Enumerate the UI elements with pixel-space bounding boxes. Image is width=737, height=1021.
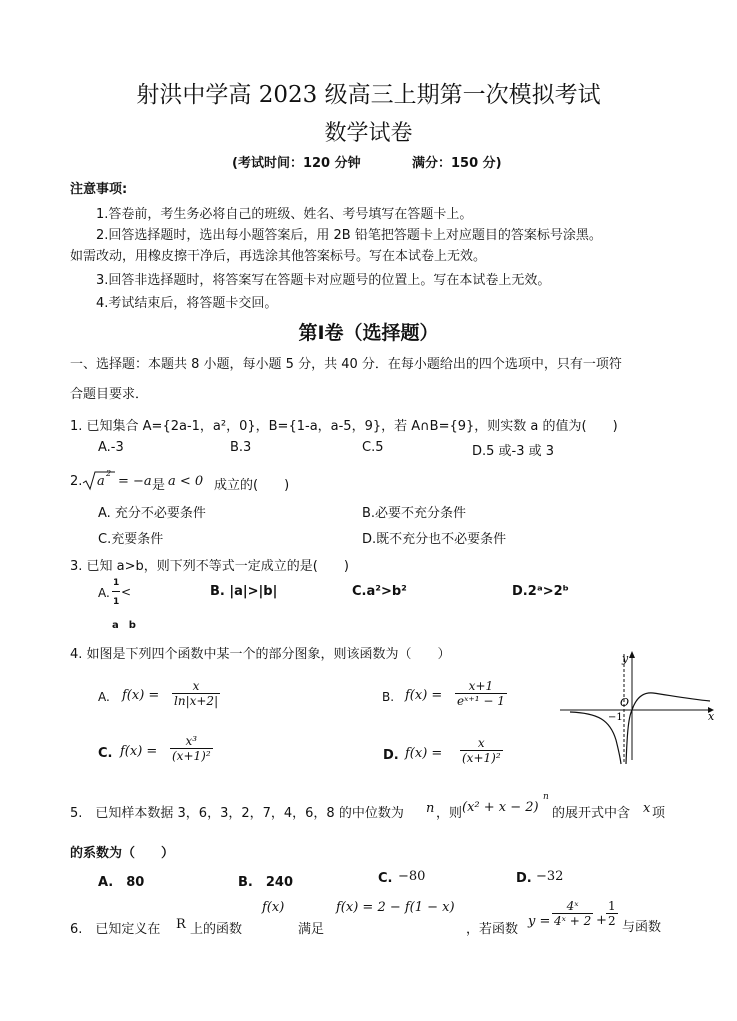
q1-option-b: B.3 (230, 440, 252, 455)
q4-option-b-label: B. (382, 690, 395, 704)
q1-option-a: A.-3 (98, 440, 124, 455)
q2-radicand: a (97, 474, 105, 489)
notice-item-4: 4.考试结束后，将答题卡交回。 (96, 296, 278, 311)
q3-option-b: B. |a|>|b| (210, 584, 278, 599)
q2-option-d: D.既不充分也不必要条件 (362, 532, 507, 547)
full-score: 满分：150 分) (412, 156, 502, 171)
q6-y-equals: y = (528, 914, 551, 929)
q6-text-a: 6. 已知定义在 (70, 922, 161, 937)
q6-fraction-1-num: 4ˣ (566, 899, 579, 913)
q4-option-d-numerator: x (477, 736, 485, 750)
q6-fraction-2-num: 1 (608, 899, 616, 913)
q4-stem: 4. 如图是下列四个函数中某一个的部分图象，则该函数为（ ） (70, 647, 451, 662)
q6-fraction-1-den: 4ˣ + 2 (554, 914, 592, 928)
q2-option-c: C.充要条件 (98, 532, 164, 547)
q2-tail: 成立的( ) (214, 478, 290, 493)
q5-option-c-label: C. (378, 871, 393, 886)
q6-fraction-2-den: 2 (608, 914, 616, 928)
section-title: 第I卷（选择题） (298, 322, 439, 344)
tick-label-minus-one: −1 (608, 712, 623, 723)
q6-fraction-2 (606, 899, 618, 928)
q5-stem-line2: 的系数为（ ） (70, 846, 175, 861)
q1-stem: 1. 已知集合 A={2a-1，a²，0}，B={1-a，a-5，9}，若 A∩B={9}，则实数 a 的值为( ) (70, 419, 618, 434)
q5-stem-c: 的展开式中含 (552, 806, 631, 821)
q5-exponent: n (543, 792, 549, 802)
q4-option-d-label: D. (383, 748, 399, 763)
q5-option-d-label: D. (516, 871, 532, 886)
q2-equation: = −a (118, 474, 152, 489)
q5-expression: (x² + x − 2) (462, 800, 539, 815)
q6-text-e: 与函数 (622, 920, 662, 935)
q4-option-a-denominator: ln|x+2| (174, 694, 219, 708)
notice-item-3: 3.回答非选择题时，将答案写在答题卡对应题号的位置上。写在本试卷上无效。 (96, 273, 551, 288)
q5-stem-b: ，则 (436, 806, 463, 821)
q3-option-a-den: 1 (113, 597, 120, 607)
q2-radicand-exponent: 2 (106, 469, 112, 478)
q4-option-d-lhs: f(x) = (405, 746, 443, 761)
q2-option-a: A. 充分不必要条件 (98, 506, 206, 521)
q4-option-b-fraction (455, 679, 507, 708)
q4-option-b-denominator: eˣ⁺¹ − 1 (457, 694, 505, 708)
exam-time: (考试时间：120 分钟 (232, 156, 361, 171)
y-axis-label: y (622, 652, 629, 665)
q6-fx: f(x) (262, 900, 285, 915)
q3-option-d: D.2ᵃ>2ᵇ (512, 584, 569, 599)
q4-option-a-label: A. (98, 690, 110, 704)
q5-stem-d: 项 (652, 806, 666, 821)
q6-text-b: 上的函数 (190, 922, 243, 937)
q2-condition: a < 0 (168, 474, 204, 489)
q6-text-d: ，若函数 (466, 922, 519, 937)
y-axis-arrow (629, 651, 635, 658)
q4-option-a-lhs: f(x) = (122, 688, 160, 703)
q3-option-a-prefix: A. (98, 586, 110, 600)
q5-x-variable: x (643, 801, 651, 816)
q5-option-c-value: −80 (398, 869, 426, 884)
q4-option-b-numerator: x+1 (468, 679, 494, 693)
q3-option-a-fraction-bar (112, 591, 120, 592)
q4-option-d-fraction (460, 736, 503, 765)
notice-item-2-cont: 如需改动，用橡皮擦干净后，再选涂其他答案标号。写在本试卷上无效。 (70, 249, 487, 264)
q2-option-b: B.必要不充分条件 (362, 506, 467, 521)
q5-option-b: B. 240 (238, 875, 293, 890)
q4-option-c-denominator: (x+1)² (172, 749, 211, 763)
q3-option-a-lt: < (121, 585, 132, 599)
q4-option-c-lhs: f(x) = (120, 744, 158, 759)
q4-option-c-label: C. (98, 746, 113, 761)
section-intro-1: 一、选择题：本题共 8 小题，每小题 5 分，共 40 分．在每小题给出的四个选项中，只有一项符 (70, 357, 622, 372)
q3-option-a-num: 1 (113, 578, 120, 588)
q2-text-mid: 是 (152, 478, 166, 493)
q4-option-c-numerator: x³ (185, 734, 198, 748)
q3-option-a-ab: a b (112, 620, 136, 631)
q6-text-c: 满足 (298, 922, 325, 937)
x-axis-label: x (708, 710, 715, 723)
q1-option-d: D.5 或-3 或 3 (472, 444, 555, 459)
notice-item-1: 1.答卷前，考生务必将自己的班级、姓名、考号填写在答题卡上。 (96, 207, 473, 222)
q6-fraction-1 (552, 899, 593, 928)
q5-option-a: A. 80 (98, 875, 145, 890)
exam-title: 射洪中学高 2023 级高三上期第一次模拟考试 (136, 82, 601, 108)
q4-function-graph (558, 648, 718, 766)
q5-option-d-value: −32 (536, 869, 564, 884)
q6-relation: f(x) = 2 − f(1 − x) (336, 900, 455, 915)
origin-label: O (620, 696, 630, 709)
q4-option-b-lhs: f(x) = (405, 688, 443, 703)
section-intro-2: 合题目要求． (70, 387, 149, 402)
curve-right-branch (626, 693, 710, 764)
notice-item-2: 2.回答选择题时，选出每小题答案后，用 2B 铅笔把答题卡上对应题目的答案标号涂黑。 (96, 228, 602, 243)
q6-real-set: R (176, 917, 186, 932)
notice-heading: 注意事项: (70, 182, 128, 197)
q2-number: 2. (70, 474, 83, 489)
q4-option-a-numerator: x (192, 679, 200, 693)
q5-n-variable: n (426, 801, 435, 816)
q6-plus: + (596, 913, 607, 928)
q3-option-c: C.a²>b² (352, 584, 407, 599)
exam-subtitle: 数学试卷 (324, 121, 413, 146)
q1-option-c: C.5 (362, 440, 384, 455)
q3-stem: 3. 已知 a>b，则下列不等式一定成立的是( ) (70, 559, 349, 574)
q4-option-d-denominator: (x+1)² (462, 751, 501, 765)
q4-option-c-fraction (170, 734, 213, 763)
q4-option-a-fraction (172, 679, 220, 708)
q5-stem-a: 5. 已知样本数据 3，6，3，2，7，4，6，8 的中位数为 (70, 806, 404, 821)
